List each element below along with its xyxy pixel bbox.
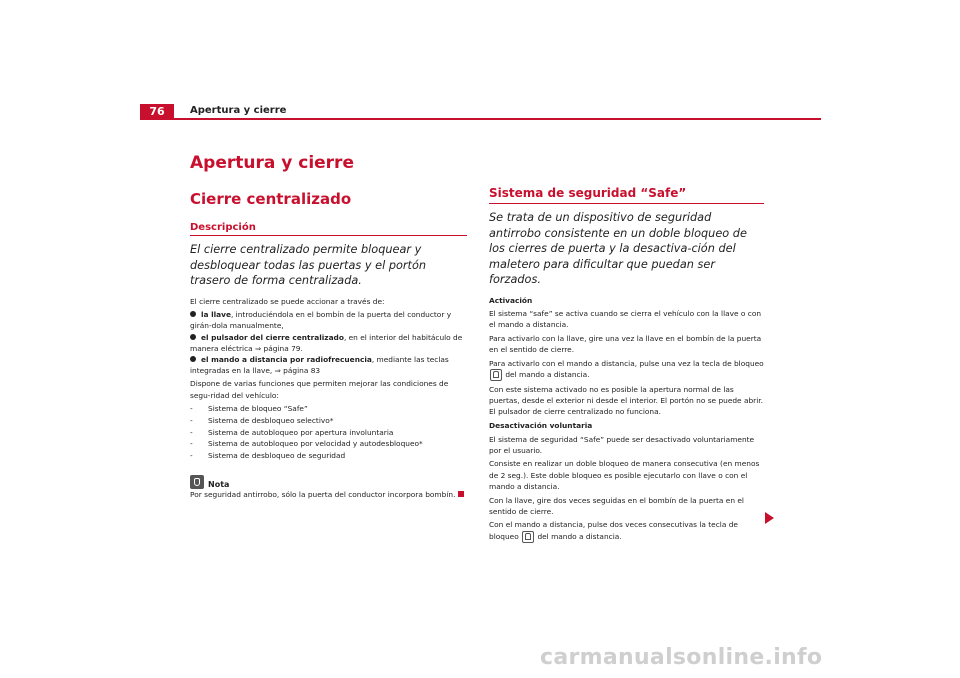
bullet-item bbox=[190, 309, 467, 331]
note-text bbox=[190, 489, 467, 500]
activation-heading: Activación bbox=[489, 295, 533, 305]
bullet-item bbox=[190, 354, 467, 376]
end-of-section-icon bbox=[458, 491, 464, 497]
deactivation-heading: Desactivación voluntaria bbox=[489, 420, 593, 430]
note-text-content: Por seguridad antirrobo, sólo la puerta del conductor incorpora bombín. bbox=[190, 489, 456, 499]
bullet-bold: el pulsador del cierre centralizado bbox=[201, 332, 344, 342]
page-number: 76 bbox=[140, 104, 174, 120]
bullet-icon bbox=[190, 356, 196, 362]
section-title: Cierre centralizado bbox=[190, 190, 352, 208]
left-column bbox=[190, 222, 467, 503]
running-title: Apertura y cierre bbox=[190, 105, 287, 116]
dash-item: - Sistema de bloqueo “Safe” bbox=[190, 404, 308, 414]
dash-item-text: Sistema de desbloqueo selectivo* bbox=[208, 416, 334, 426]
note-icon bbox=[190, 475, 204, 489]
dash-item: - Sistema de desbloqueo selectivo* bbox=[190, 416, 334, 426]
paragraph bbox=[489, 358, 764, 381]
paragraph-text: del mando a distancia. bbox=[537, 531, 622, 541]
dash-item: - Sistema de autobloqueo por apertura involuntaria bbox=[190, 427, 394, 437]
bullet-bold: el mando a distancia por radiofrecuencia bbox=[201, 355, 372, 365]
lock-key-icon bbox=[490, 369, 502, 381]
paragraph: Con la llave, gire dos veces seguidas en el bombín de la puerta en el sentido de cierre. bbox=[489, 495, 744, 516]
note-label: Nota bbox=[208, 479, 230, 489]
dash-item-text: Sistema de bloqueo “Safe” bbox=[208, 404, 308, 414]
subsection-heading-safe: Sistema de seguridad “Safe” bbox=[489, 186, 764, 204]
subsection-heading-descripcion: Descripción bbox=[190, 222, 467, 236]
paragraph: Consiste en realizar un doble bloqueo de manera consecutiva (en menos de 2 seg.). Este doble bloqueo es posible ejecutarlo con llave o con el mando a distancia. bbox=[489, 459, 760, 491]
lead-paragraph: Se trata de un dispositivo de seguridad antirrobo consistente en un doble bloqueo de los cierres de puerta y la desactiva-ción del maletero para dificultar que puedan ser forzados. bbox=[489, 211, 747, 286]
paragraph: El sistema de seguridad “Safe” puede ser desactivado voluntariamente por el usuario. bbox=[489, 434, 755, 455]
bullet-icon bbox=[190, 311, 196, 317]
page-title: Apertura y cierre bbox=[190, 153, 354, 173]
paragraph: Con este sistema activado no es posible la apertura normal de las puertas, desde el exterior ni desde el interior. El portón no se puede abrir. El pulsador de cierre centralizado no funciona. bbox=[489, 384, 763, 417]
paragraph: Para activarlo con la llave, gire una vez la llave en el bombín de la puerta en el sentido de cierre. bbox=[489, 334, 762, 355]
bullet-bold: la llave bbox=[201, 310, 231, 320]
lead-paragraph: El cierre centralizado permite bloquear y desbloquear todas las puertas y el portón trasero de forma centralizada. bbox=[190, 243, 427, 287]
bullet-icon bbox=[190, 334, 196, 340]
paragraph-text: Para activarlo con el mando a distancia, pulse una vez la tecla de bloqueo bbox=[489, 359, 764, 369]
watermark-footer: carmanualsonline.info bbox=[540, 645, 823, 670]
bullet-item bbox=[190, 332, 467, 354]
dash-item-text: Sistema de autobloqueo por apertura involuntaria bbox=[208, 427, 394, 437]
bullet-text: , mediante las teclas integradas en la llave, ⇒ página 83 bbox=[190, 355, 449, 376]
dash-item: - Sistema de autobloqueo por velocidad y autodesbloqueo* bbox=[190, 439, 423, 449]
functions-intro: Dispone de varias funciones que permiten mejorar las condiciones de segu-ridad del vehículo: bbox=[190, 379, 449, 400]
note-heading bbox=[190, 475, 467, 489]
bullet-text: , en el interior del habitáculo de manera eléctrica ⇒ página 79. bbox=[190, 332, 463, 353]
header-rule bbox=[140, 118, 821, 120]
dash-item-text: Sistema de autobloqueo por velocidad y autodesbloqueo* bbox=[208, 439, 423, 449]
dash-item-text: Sistema de desbloqueo de seguridad bbox=[208, 451, 346, 461]
paragraph-text: Con el mando a distancia, pulse dos veces consecutivas la tecla de bloqueo bbox=[489, 520, 738, 541]
lock-key-icon bbox=[522, 531, 534, 543]
paragraph bbox=[489, 519, 764, 542]
next-page-arrow-icon bbox=[765, 512, 774, 524]
paragraph: El sistema “safe” se activa cuando se cierra el vehículo con la llave o con el mando a distancia. bbox=[489, 309, 762, 330]
right-column bbox=[489, 186, 764, 545]
dash-item: - Sistema de desbloqueo de seguridad bbox=[190, 451, 346, 461]
paragraph-text: del mando a distancia. bbox=[505, 370, 590, 380]
intro-text: El cierre centralizado se puede accionar a través de: bbox=[190, 296, 385, 306]
bullet-text: , introduciéndola en el bombín de la puerta del conductor y girán-dola manualmente, bbox=[190, 310, 452, 331]
